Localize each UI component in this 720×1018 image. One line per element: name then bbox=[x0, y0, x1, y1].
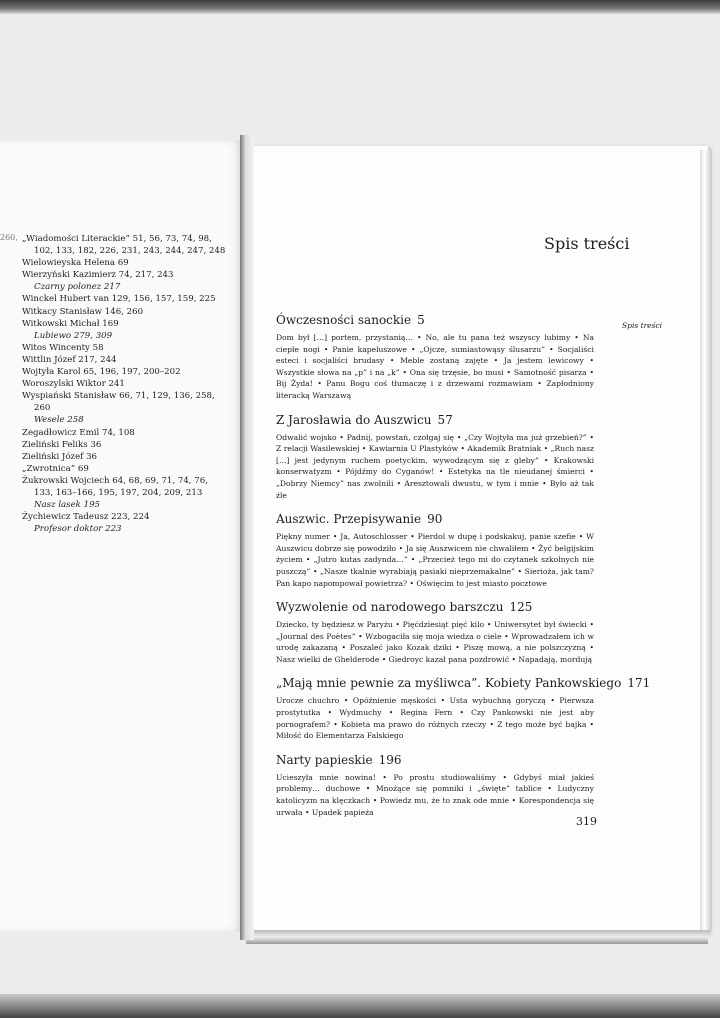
index-entry: Lubiewo 279, 309 bbox=[34, 330, 113, 341]
toc-chapter bbox=[276, 312, 594, 402]
chapter-page: 57 bbox=[437, 412, 453, 427]
chapter-title: „Mają mnie pewnie za myśliwca”. Kobiety Pankowskiego bbox=[276, 676, 622, 691]
index-entry: Wojtyła Karol 65, 196, 197, 200–202 bbox=[22, 367, 181, 378]
chapter-summary: Urocze chuchro • Opóźnienie męskości • Usta wybuchną goryczą • Pierwsza prostytutka • Wydmuchy • Regina Fern • Czy Pankowski nie jest aby pornografem? • Kobieta ma prawo do różnych rzeczy • Z tego może być bajka • Miłość do Elementarza Falskiego bbox=[276, 696, 594, 741]
index-entry: Zegadłowicz Emil 74, 108 bbox=[22, 427, 135, 438]
index-entry: Wesele 258 bbox=[34, 415, 84, 426]
chapter-page: 90 bbox=[427, 512, 443, 527]
index-entry: Wyspiański Stanisław 66, 71, 129, 136, 258, bbox=[22, 391, 215, 402]
chapter-page: 5 bbox=[417, 313, 425, 327]
book-bottom-edge bbox=[246, 930, 708, 944]
chapter-summary: Dziecko, ty będziesz w Paryżu • Pięćdziesiąt pięć kilo • Uniwersytet był świecki • „Journal des Poètes” • Wzbogaciła się moja wiedza o ciele • Wprowadzałem ich w urodę zakazaną • Poszaleć jako Kozak dziki • Piszę mową, a nie polszczyzną • Nasz wielki de Ghelderode • Giedroyc kazał pana pozdrowić • Napadają, mordują bbox=[276, 620, 594, 664]
running-head: Spis treści bbox=[622, 321, 663, 330]
chapter-heading bbox=[276, 412, 594, 428]
index-entry: Wittlin Józef 217, 244 bbox=[22, 354, 117, 365]
toc-chapter bbox=[276, 752, 594, 818]
margin-fragment: 260, bbox=[0, 233, 18, 242]
index-entry: 133, 163–166, 195, 197, 204, 209, 213 bbox=[34, 487, 203, 498]
chapter-title: Ówczesności sanockie bbox=[276, 313, 412, 327]
chapter-summary: Odwalić wojsko • Padnij, powstań, czołgaj się • „Czy Wojtyła ma już grzebień?” • Z relacji Wasilewskiej • Kawiarnia U Plastyków • Akademik Bratniak • „Ruch nasz […] jest jedynym ruchem poetyckim, wywodzącym się z gleby” • Krakowski konserwatyzm • Pójdźmy do Cyganów! • Estetyka na tle nieudanej śmierci • „Dobrzy Niemcy” nas zwolnili • Aresztowali dwustu, w tym i mnie • Było aż tak źle bbox=[276, 432, 594, 500]
index-entry: Witkowski Michał 169 bbox=[22, 318, 119, 329]
chapter-title: Narty papieskie bbox=[276, 752, 373, 767]
index-entry: 260 bbox=[34, 403, 51, 414]
chapter-heading bbox=[276, 599, 594, 615]
index-entry: Żukrowski Wojciech 64, 68, 69, 71, 74, 76, bbox=[22, 475, 208, 486]
index-entry: „Wiadomości Literackie” 51, 56, 73, 74, 98, bbox=[22, 234, 212, 244]
index-entry: Wielowieyska Helena 69 bbox=[22, 258, 129, 269]
index-entry: „Zwrotnica” 69 bbox=[22, 463, 89, 474]
index-entry: Wierzyński Kazimierz 74, 217, 243 bbox=[22, 270, 174, 281]
chapter-heading bbox=[276, 511, 594, 527]
index-entry: 102, 133, 182, 226, 231, 243, 244, 247, 248 bbox=[34, 246, 226, 257]
chapter-heading bbox=[276, 675, 651, 691]
page-number: 319 bbox=[576, 815, 597, 828]
index-entry: Profesor doktor 223 bbox=[34, 524, 122, 535]
chapter-heading bbox=[276, 752, 594, 768]
toc-chapter bbox=[276, 511, 594, 589]
scan-top-edge bbox=[0, 0, 720, 14]
toc-chapter bbox=[276, 675, 651, 741]
toc-title: Spis treści bbox=[544, 234, 630, 253]
book-fore-edge bbox=[700, 150, 712, 930]
chapter-title: Auszwic. Przepisywanie bbox=[276, 512, 422, 527]
index-entry: Czarny polonez 217 bbox=[34, 282, 121, 293]
chapter-summary: Dom był […] portem, przystanią… • No, ale tu pana też wszyscy lubimy • Na ciepłe nogi • Panie kapeluszowe • „Ojcze, sumiastowąsy ślusarzu” • Socjaliści esteci i socjaliści brudasy • Meble zostaną zajęte • Ja jestem lewicowy • Wszystkie słowa na „p” i na „k” • Ona się trzęsie, bo musi • Samotność pisarza • Bij Żyda! • Panu Bogu coś tłumaczę i z drzewami rozmawiam • Zapłodniony literacką Warszawą bbox=[276, 333, 594, 400]
index-entry: Żychiewicz Tadeusz 223, 224 bbox=[22, 512, 150, 523]
toc-chapter bbox=[276, 599, 594, 665]
chapter-title: Z Jarosławia do Auszwicu bbox=[276, 412, 432, 427]
scan-bottom-edge bbox=[0, 994, 720, 1018]
chapter-summary: Piękny numer • Ja, Autoschlosser • Pierdol w dupę i podskakuj, panie szefie • W Auszwicu dobrze się powodziło • Ja się Auszwicem nie chwaliłem • Żyć belgijskim życiem • „Jutro kutas zadynda…” • „Przecież tego mi do czytanek szkolnych nie puszczą” • „Nasze tkalnie wyrabiają pasiaki nieprzemakalne” • Sierioża, jak tam? Pan kapo napompował powietrza? • Oświęcim to jest miasto pocztowe bbox=[276, 532, 594, 588]
name-index bbox=[22, 233, 248, 535]
toc-chapter bbox=[276, 412, 594, 502]
chapter-page: 125 bbox=[509, 600, 533, 615]
index-entry: Zieliński Feliks 36 bbox=[22, 439, 102, 450]
chapter-page: 171 bbox=[627, 676, 651, 691]
index-entry: Zieliński Józef 36 bbox=[22, 451, 98, 462]
chapter-summary: Ucieszyła mnie nowina! • Po prostu studiowaliśmy • Gdybyś miał jakieś problemy… duchowe • Mnożące się pomniki i „święte” tablice • Ludyczny katolicyzm na klęczkach • Powiedz mu, że to znak ode mnie • Korespondencja się urwała • Upadek papieża bbox=[276, 772, 594, 817]
chapter-heading bbox=[276, 312, 594, 328]
index-entry: Winckel Hubert van 129, 156, 157, 159, 225 bbox=[22, 294, 216, 305]
index-entry: Witkacy Stanisław 146, 260 bbox=[22, 306, 144, 317]
index-entry: Woroszylski Wiktor 241 bbox=[22, 379, 125, 390]
index-entry: Nasz lasek 195 bbox=[34, 500, 101, 511]
chapter-title: Wyzwolenie od narodowego barszczu bbox=[276, 600, 504, 615]
index-entry: Witos Wincenty 58 bbox=[22, 342, 104, 353]
chapter-page: 196 bbox=[378, 752, 402, 767]
